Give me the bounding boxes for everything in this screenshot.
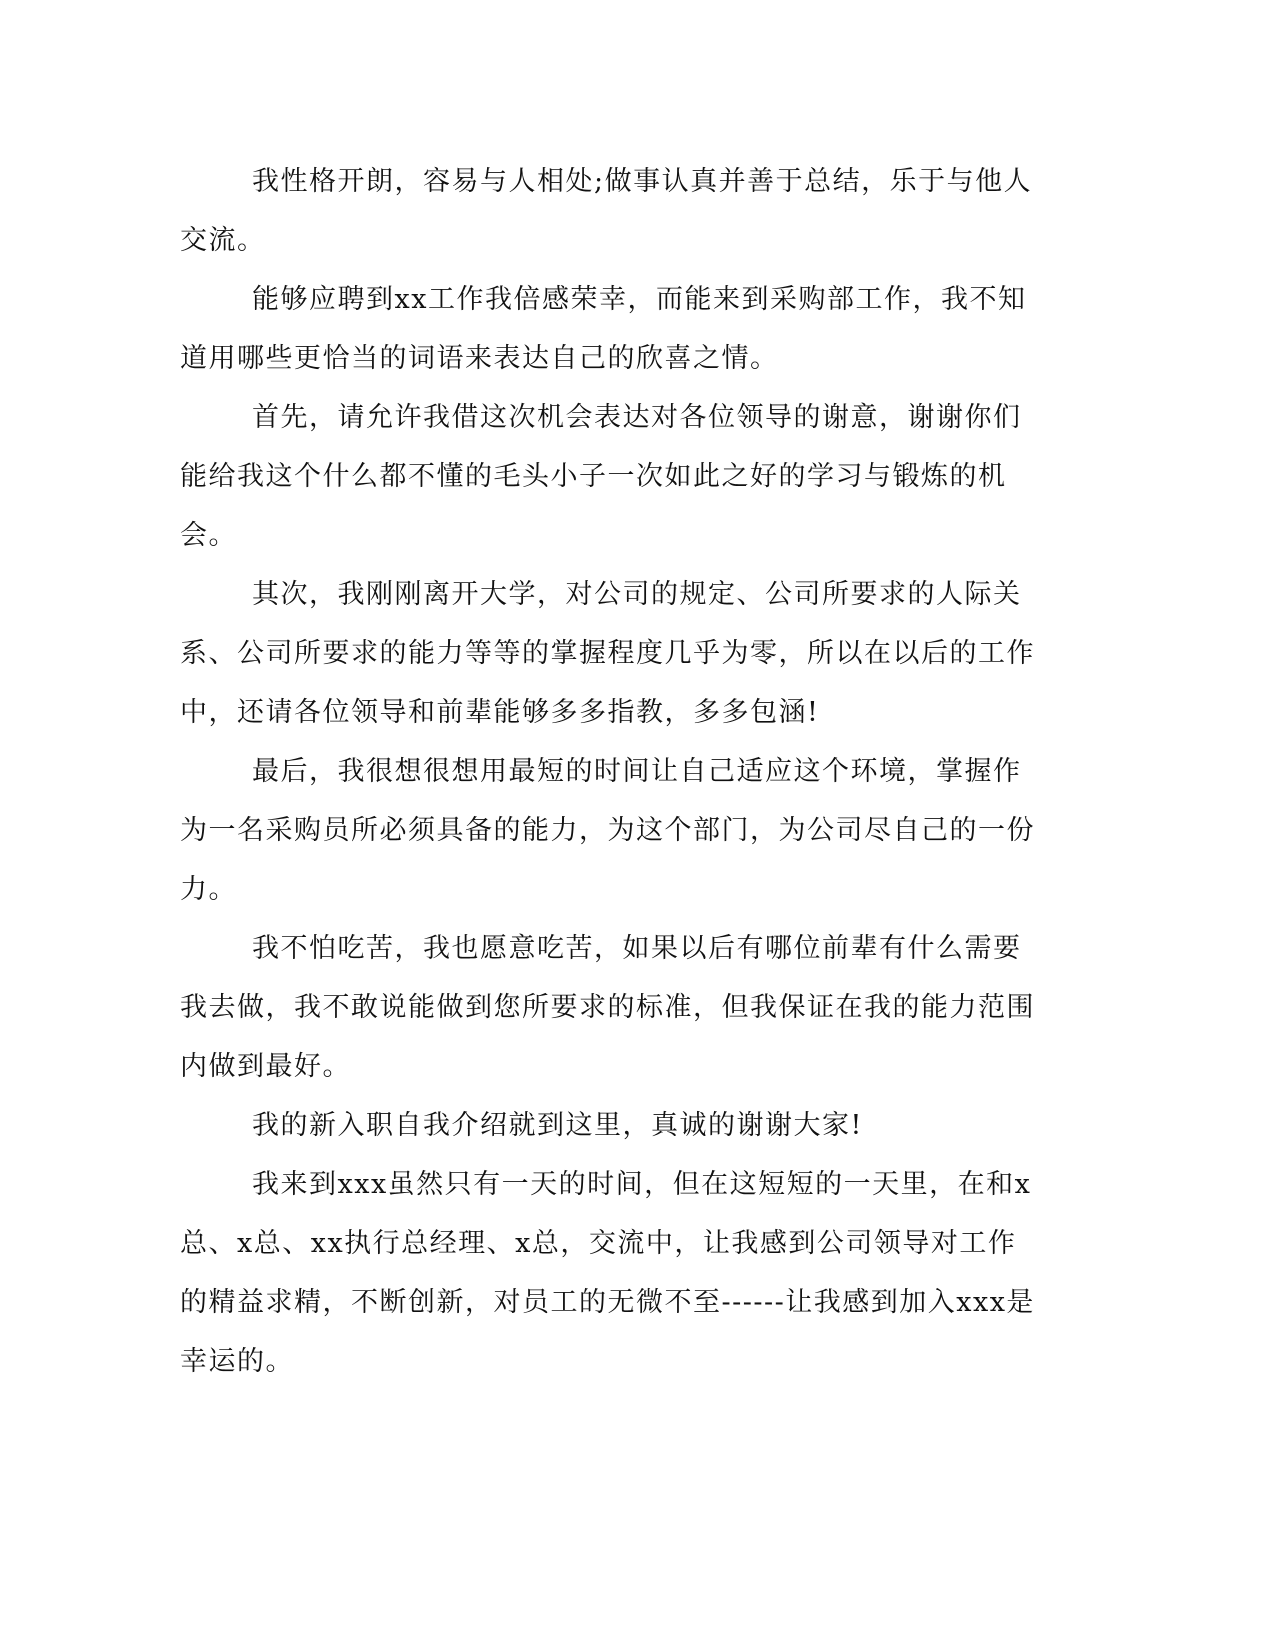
paragraph-guidance: 其次，我刚刚离开大学，对公司的规定、公司所要求的人际关系、公司所要求的能力等等的掌握程度几乎为零，所以在以后的工作中，还请各位领导和前辈能够多多指教，多多包涵! [180, 579, 1035, 728]
paragraph-personality: 我性格开朗，容易与人相处;做事认真并善于总结，乐于与他人交流。 [180, 166, 1033, 256]
paragraph-adapt: 最后，我很想很想用最短的时间让自己适应这个环境，掌握作为一名采购员所必须具备的能力，为这个部门，为公司尽自己的一份力。 [180, 756, 1035, 905]
paragraph-closing: 我的新入职自我介绍就到这里，真诚的谢谢大家! [252, 1110, 863, 1141]
document-body [180, 152, 1040, 1391]
paragraph-thanks: 首先，请允许我借这次机会表达对各位领导的谢意，谢谢你们能给我这个什么都不懂的毛头小子一次如此之好的学习与锻炼的机会。 [180, 402, 1022, 551]
paragraph-first-day: 我来到xxx虽然只有一天的时间，但在这短短的一天里，在和x总、x总、xx执行总经理、x总，交流中，让我感到公司领导对工作的精益求精，不断创新，对员工的无微不至------让我感到加入xxx是幸运的。 [180, 1169, 1035, 1377]
paragraph-honored: 能够应聘到xx工作我倍感荣幸，而能来到采购部工作，我不知道用哪些更恰当的词语来表达自己的欣喜之情。 [180, 284, 1027, 374]
paragraph-hardwork: 我不怕吃苦，我也愿意吃苦，如果以后有哪位前辈有什么需要我去做，我不敢说能做到您所要求的标准，但我保证在我的能力范围内做到最好。 [180, 933, 1035, 1082]
